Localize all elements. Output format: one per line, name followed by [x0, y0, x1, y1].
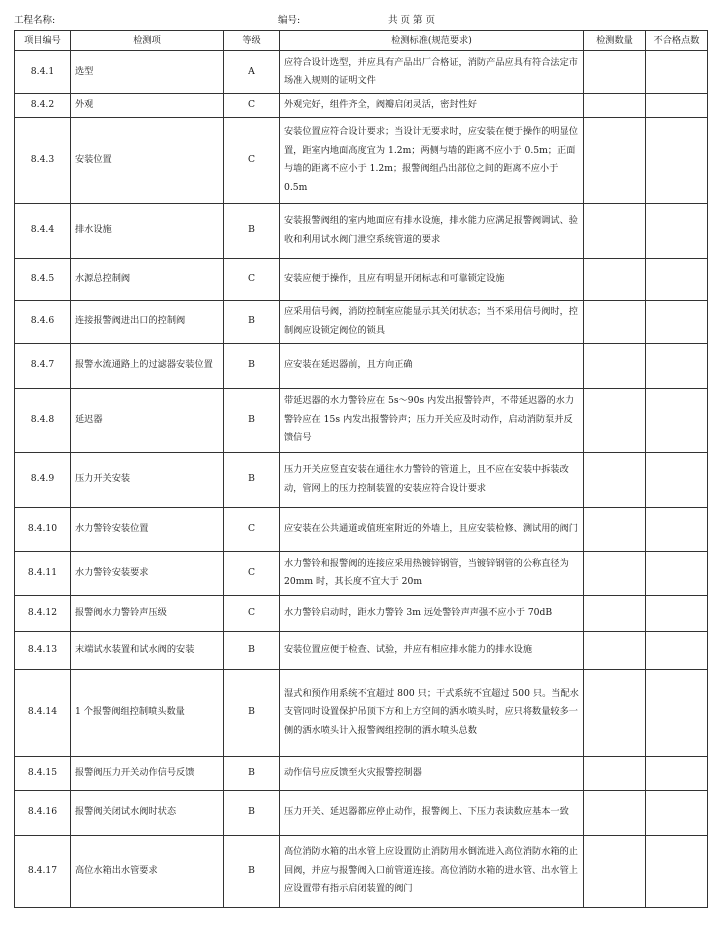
row-quantity-cell — [584, 551, 646, 595]
row-level: B — [224, 756, 280, 790]
row-id: 8.4.3 — [15, 117, 71, 203]
row-item: 水力警铃安装要求 — [71, 551, 224, 595]
row-standard: 应安装在延迟器前，且方向正确 — [280, 343, 584, 388]
table-row — [15, 595, 708, 631]
col-header-id: 项目编号 — [15, 31, 71, 51]
table-row — [15, 835, 708, 907]
row-standard: 水力警铃和报警阀的连接应采用热镀锌钢管，当镀锌钢管的公称直径为 20mm 时，其长度不宜大于 20m — [280, 551, 584, 595]
row-item: 报警阀水力警铃声压级 — [71, 595, 224, 631]
row-item: 压力开关安装 — [71, 452, 224, 507]
row-level: B — [224, 452, 280, 507]
row-defects-cell — [646, 756, 708, 790]
row-defects-cell — [646, 300, 708, 343]
row-quantity-cell — [584, 51, 646, 94]
row-item: 延迟器 — [71, 388, 224, 452]
col-header-item: 检测项 — [71, 31, 224, 51]
row-defects-cell — [646, 835, 708, 907]
row-standard: 安装位置应符合设计要求；当设计无要求时，应安装在便于操作的明显位置，距室内地面高度宜为 1.2m；两侧与墙的距离不应小于 0.5m；正面与墙的距离不应小于 1.2m；报警阀组凸出部位之间的距离不应小于 0.5m — [280, 117, 584, 203]
row-defects-cell — [646, 595, 708, 631]
row-standard: 压力开关应竖直安装在通往水力警铃的管道上，且不应在安装中拆装改动，管网上的压力控制装置的安装应符合设计要求 — [280, 452, 584, 507]
row-id: 8.4.2 — [15, 94, 71, 118]
row-item: 水力警铃安装位置 — [71, 507, 224, 551]
table-row — [15, 669, 708, 756]
col-header-quantity: 检测数量 — [584, 31, 646, 51]
row-quantity-cell — [584, 117, 646, 203]
table-row — [15, 551, 708, 595]
row-id: 8.4.10 — [15, 507, 71, 551]
row-defects-cell — [646, 258, 708, 300]
row-standard: 应安装在公共通道或值班室附近的外墙上，且应安装检修、测试用的阀门 — [280, 507, 584, 551]
row-standard: 高位消防水箱的出水管上应设置防止消防用水倒流进入高位消防水箱的止回阀，并应与报警阀入口前管道连接。高位消防水箱的进水管、出水管上应设置带有指示启闭装置的阀门 — [280, 835, 584, 907]
row-defects-cell — [646, 117, 708, 203]
table-row — [15, 388, 708, 452]
row-id: 8.4.7 — [15, 343, 71, 388]
row-quantity-cell — [584, 203, 646, 258]
row-level: B — [224, 388, 280, 452]
row-standard: 应符合设计选型，并应具有产品出厂合格证，消防产品应具有符合法定市场准入规则的证明文件 — [280, 51, 584, 94]
row-defects-cell — [646, 551, 708, 595]
row-standard: 湿式和预作用系统不宜超过 800 只；干式系统不宜超过 500 只。当配水支管同时设置保护吊顶下方和上方空间的洒水喷头时，应只将数量较多一侧的洒水喷头计入报警阀组控制的洒水喷头总数 — [280, 669, 584, 756]
row-item: 选型 — [71, 51, 224, 94]
row-id: 8.4.9 — [15, 452, 71, 507]
row-quantity-cell — [584, 507, 646, 551]
table-row — [15, 94, 708, 118]
row-id: 8.4.16 — [15, 790, 71, 835]
row-item: 高位水箱出水管要求 — [71, 835, 224, 907]
row-item: 排水设施 — [71, 203, 224, 258]
col-header-defects: 不合格点数 — [646, 31, 708, 51]
row-level: C — [224, 551, 280, 595]
row-item: 1 个报警阀组控制喷头数量 — [71, 669, 224, 756]
row-quantity-cell — [584, 300, 646, 343]
row-quantity-cell — [584, 631, 646, 669]
row-quantity-cell — [584, 669, 646, 756]
table-header-row — [15, 31, 708, 51]
table-row — [15, 258, 708, 300]
col-header-standard: 检测标准(规范要求) — [280, 31, 584, 51]
row-level: B — [224, 343, 280, 388]
row-item: 水源总控制阀 — [71, 258, 224, 300]
row-quantity-cell — [584, 595, 646, 631]
row-level: B — [224, 300, 280, 343]
row-id: 8.4.1 — [15, 51, 71, 94]
row-defects-cell — [646, 343, 708, 388]
table-row — [15, 452, 708, 507]
row-quantity-cell — [584, 94, 646, 118]
row-defects-cell — [646, 790, 708, 835]
row-standard: 应采用信号阀，消防控制室应能显示其关闭状态；当不采用信号阀时，控制阀应设锁定阀位的锁具 — [280, 300, 584, 343]
row-id: 8.4.17 — [15, 835, 71, 907]
row-level: B — [224, 835, 280, 907]
table-row — [15, 343, 708, 388]
row-level: C — [224, 117, 280, 203]
project-name-label: 工程名称: — [14, 15, 56, 26]
col-header-level: 等级 — [224, 31, 280, 51]
row-quantity-cell — [584, 258, 646, 300]
row-defects-cell — [646, 452, 708, 507]
row-quantity-cell — [584, 343, 646, 388]
row-defects-cell — [646, 203, 708, 258]
row-id: 8.4.13 — [15, 631, 71, 669]
row-level: B — [224, 631, 280, 669]
row-id: 8.4.11 — [15, 551, 71, 595]
row-item: 报警阀压力开关动作信号反馈 — [71, 756, 224, 790]
row-item: 报警水流通路上的过滤器安装位置 — [71, 343, 224, 388]
table-row — [15, 507, 708, 551]
page-header — [0, 0, 719, 30]
row-quantity-cell — [584, 835, 646, 907]
row-item: 安装位置 — [71, 117, 224, 203]
row-standard: 安装报警阀组的室内地面应有排水设施，排水能力应满足报警阀调试、验收和利用试水阀门泄空系统管道的要求 — [280, 203, 584, 258]
row-level: B — [224, 790, 280, 835]
row-level: C — [224, 507, 280, 551]
row-standard: 水力警铃启动时，距水力警铃 3m 远处警铃声声强不应小于 70dB — [280, 595, 584, 631]
row-level: C — [224, 595, 280, 631]
row-level: B — [224, 669, 280, 756]
row-quantity-cell — [584, 756, 646, 790]
row-id: 8.4.6 — [15, 300, 71, 343]
row-defects-cell — [646, 388, 708, 452]
row-id: 8.4.15 — [15, 756, 71, 790]
row-standard: 动作信号应反馈至火灾报警控制器 — [280, 756, 584, 790]
row-standard: 安装位置应便于检查、试验，并应有相应排水能力的排水设施 — [280, 631, 584, 669]
row-standard: 外观完好，组件齐全，阀瓣启闭灵活，密封性好 — [280, 94, 584, 118]
row-standard: 压力开关、延迟器都应停止动作，报警阀上、下压力表读数应基本一致 — [280, 790, 584, 835]
page-count-label: 共 页 第 页 — [388, 15, 436, 26]
row-level: C — [224, 258, 280, 300]
row-defects-cell — [646, 669, 708, 756]
row-defects-cell — [646, 631, 708, 669]
table-row — [15, 51, 708, 94]
row-item: 外观 — [71, 94, 224, 118]
table-row — [15, 790, 708, 835]
row-standard: 安装应便于操作，且应有明显开闭标志和可靠锁定设施 — [280, 258, 584, 300]
row-standard: 带延迟器的水力警铃应在 5s～90s 内发出报警铃声，不带延迟器的水力警铃应在 15s 内发出报警铃声；压力开关应及时动作，启动消防泵并反馈信号 — [280, 388, 584, 452]
row-id: 8.4.8 — [15, 388, 71, 452]
row-quantity-cell — [584, 790, 646, 835]
row-quantity-cell — [584, 388, 646, 452]
row-id: 8.4.4 — [15, 203, 71, 258]
table-row — [15, 756, 708, 790]
row-defects-cell — [646, 94, 708, 118]
table-row — [15, 203, 708, 258]
row-item: 末端试水装置和试水阀的安装 — [71, 631, 224, 669]
table-row — [15, 631, 708, 669]
row-quantity-cell — [584, 452, 646, 507]
row-item: 报警阀关闭试水阀时状态 — [71, 790, 224, 835]
row-defects-cell — [646, 51, 708, 94]
inspection-table — [14, 30, 708, 908]
table-row — [15, 117, 708, 203]
row-id: 8.4.14 — [15, 669, 71, 756]
table-row — [15, 300, 708, 343]
row-level: C — [224, 94, 280, 118]
row-level: A — [224, 51, 280, 94]
row-defects-cell — [646, 507, 708, 551]
document-number-label: 编号: — [278, 15, 301, 26]
row-level: B — [224, 203, 280, 258]
row-id: 8.4.12 — [15, 595, 71, 631]
row-id: 8.4.5 — [15, 258, 71, 300]
row-item: 连接报警阀进出口的控制阀 — [71, 300, 224, 343]
